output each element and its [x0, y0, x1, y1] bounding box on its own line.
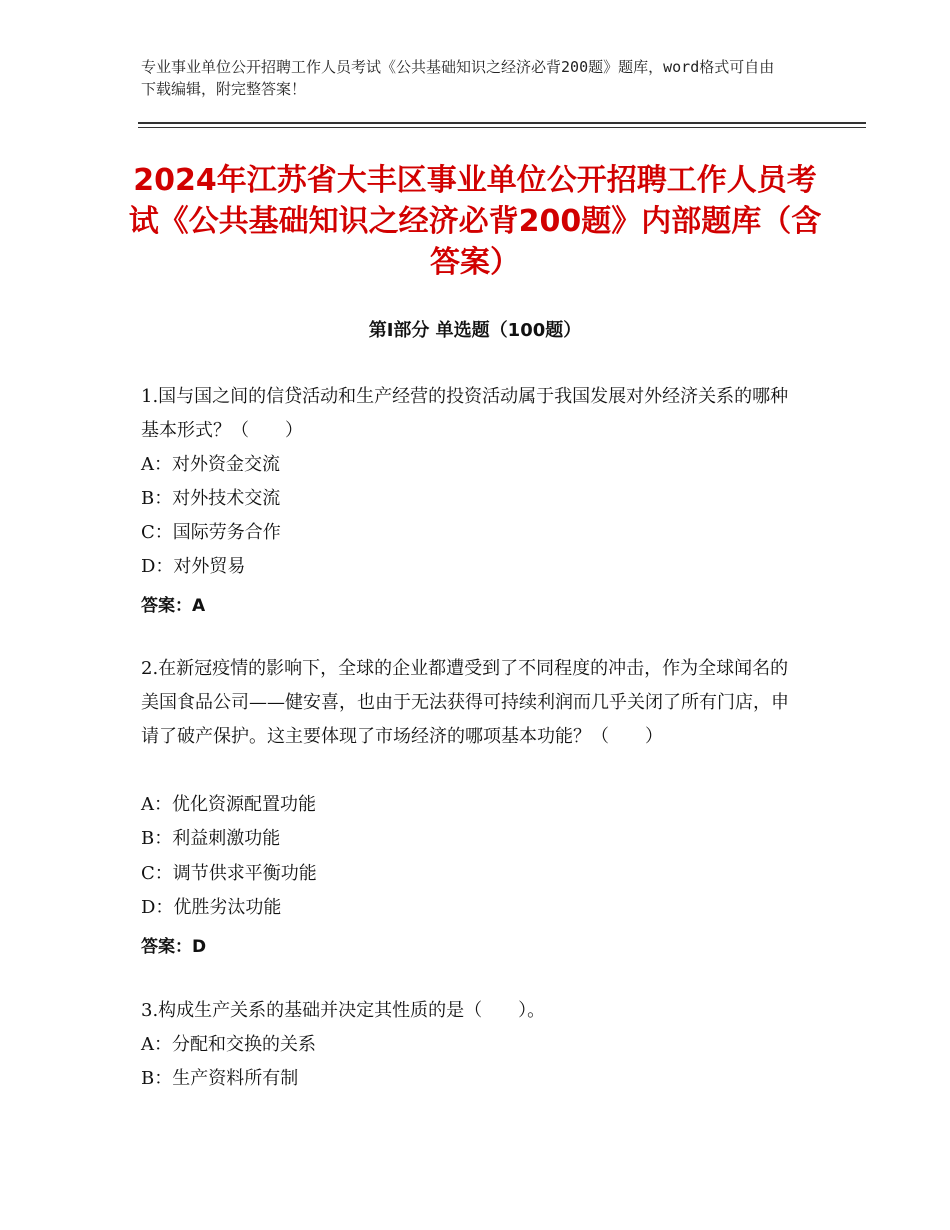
question-1-option-a: A：对外资金交流: [141, 454, 280, 475]
question-1-option-b: B：对外技术交流: [141, 488, 281, 509]
question-2-option-d: D：优胜劣汰功能: [141, 897, 282, 918]
question-1-stem: 1.国与国之间的信贷活动和生产经营的投资活动属于我国发展对外经济关系的哪种基本形式？（ ）: [141, 386, 789, 441]
question-3-option-a: A：分配和交换的关系: [141, 1034, 316, 1055]
question-1-answer: 答案：A: [141, 596, 206, 616]
header-divider-thick: [138, 122, 866, 124]
question-3-stem: 3.构成生产关系的基础并决定其性质的是（ ）。: [141, 1000, 546, 1021]
question-1-option-d: D：对外贸易: [141, 556, 246, 577]
question-2-stem: 2.在新冠疫情的影响下，全球的企业都遭受到了不同程度的冲击，作为全球闻名的美国食品公司——健安喜，也由于无法获得可持续利润而几乎关闭了所有门店，申请了破产保护。这主要体现了市场经济的哪项基本功能？（ ）: [141, 658, 789, 747]
header-divider-thin: [138, 127, 866, 128]
question-2-answer: 答案：D: [141, 937, 207, 957]
document-title: 2024年江苏省大丰区事业单位公开招聘工作人员考试《公共基础知识之经济必背200题》内部题库（含答案）: [128, 163, 822, 280]
question-2-option-b: B：利益刺激功能: [141, 828, 281, 849]
question-3-option-b: B：生产资料所有制: [141, 1068, 299, 1089]
section-heading: 第Ⅰ部分 单选题（100题）: [368, 320, 582, 341]
question-1-option-c: C：国际劳务合作: [141, 522, 281, 543]
question-2-option-c: C：调节供求平衡功能: [141, 863, 317, 884]
header-note: 专业事业单位公开招聘工作人员考试《公共基础知识之经济必背200题》题库，word格式可自由下载编辑，附完整答案！: [141, 58, 775, 98]
question-2-option-a: A：优化资源配置功能: [141, 794, 316, 815]
